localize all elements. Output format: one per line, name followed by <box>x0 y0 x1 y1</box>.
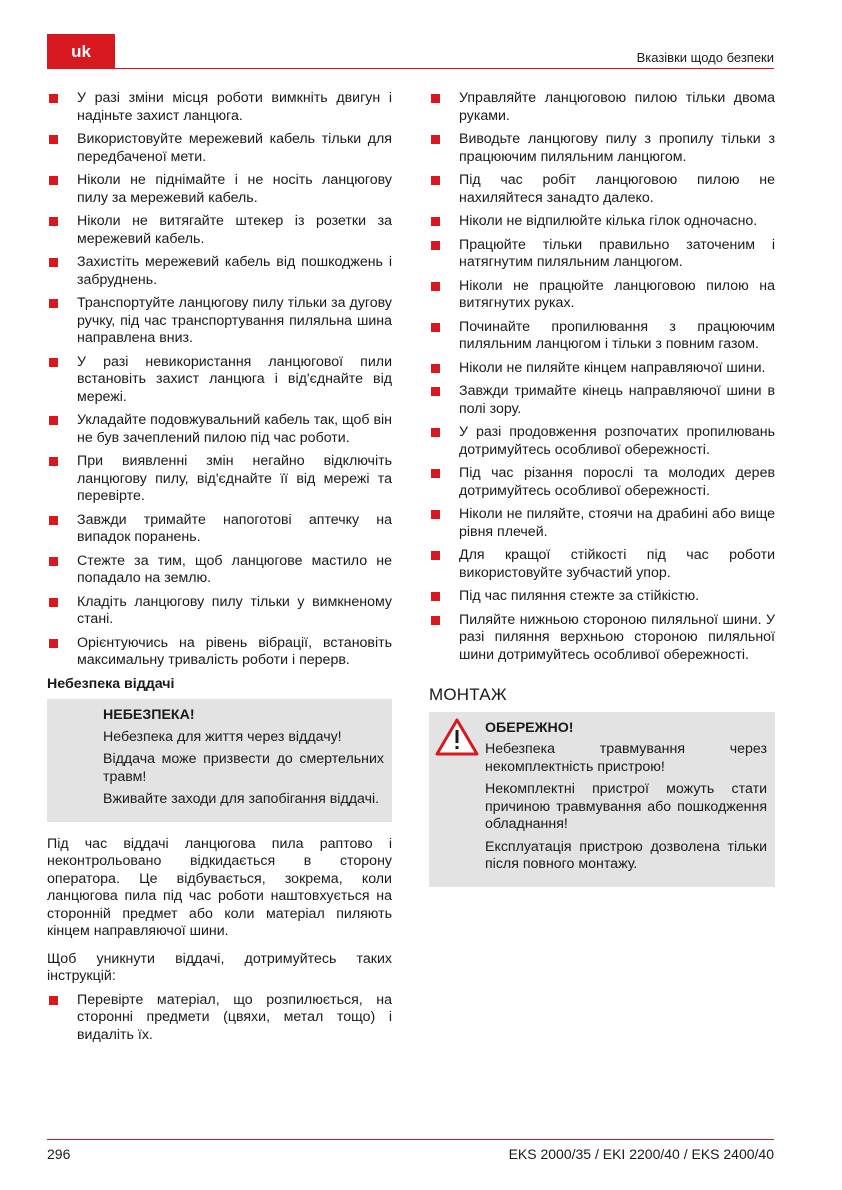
page-header-title: Вказівки щодо безпеки <box>636 50 774 65</box>
list-item: Укладайте подовжувальний кабель так, щоб він не був зачеплений пилою під час роботи. <box>47 412 392 447</box>
bullet-icon <box>49 135 58 144</box>
list-item: Ніколи не витягайте штекер із розетки за мережевий кабель. <box>47 213 392 248</box>
danger-line: Небезпека для життя через віддачу! <box>103 728 342 745</box>
bullet-icon <box>431 510 440 519</box>
list-item: Управляйте ланцюговою пилою тільки двома руками. <box>429 90 775 125</box>
list-item: Транспортуйте ланцюгову пилу тільки за дугову ручку, під час транспортування пиляльна шина направлена вниз. <box>47 295 392 348</box>
list-item: Ніколи не піднімайте і не носіть ланцюгову пилу за мережевий кабель. <box>47 172 392 207</box>
warning-triangle-icon <box>435 718 479 756</box>
footer-rule <box>47 1139 774 1140</box>
list-item: Під час робіт ланцюговою пилою не нахиляйтеся занадто далеко. <box>429 172 775 207</box>
bullet-icon <box>431 135 440 144</box>
assembly-section-title: МОНТАЖ <box>429 685 507 704</box>
bullet-icon <box>431 551 440 560</box>
list-item: Для кращої стійкості під час роботи використовуйте зубчастий упор. <box>429 547 775 582</box>
caution-line: Експлуатація пристрою дозволена тільки після повного монтажу. <box>485 838 767 872</box>
list-item: Орієнтуючись на рівень вібрації, встановіть максимальну тривалість роботи і перерв. <box>47 635 392 670</box>
bullet-icon <box>431 428 440 437</box>
bullet-icon <box>431 217 440 226</box>
bullet-icon <box>431 387 440 396</box>
caution-line: Небезпека травмування через некомплектність пристрою! <box>485 741 767 775</box>
list-item: Ніколи не працюйте ланцюговою пилою на витягнутих руках. <box>429 278 775 313</box>
bullet-icon <box>49 639 58 648</box>
list-item: При виявленні змін негайно відключіть ланцюгову пилу, від'єднайте її від мережі та перевірте. <box>47 453 392 506</box>
caution-line: Некомплектні пристрої можуть стати причиною травмування або пошкодження обладнання! <box>485 781 767 832</box>
safety-list-right <box>429 90 775 664</box>
list-item: Завжди тримайте напоготові аптечку на випадок поранень. <box>47 512 392 547</box>
list-item: Стежте за тим, щоб ланцюгове мастило не попадало на землю. <box>47 553 392 588</box>
bullet-icon <box>49 258 58 267</box>
kickback-description: Під час віддачі ланцюгова пила раптово і неконтрольовано відкидається в сторону оператора. Це відбувається, зокрема, коли ланцюгова пила під час роботи наштовхується на сторонній предмет або коли матеріал пиляють кінцем направляючої шини. <box>47 835 392 939</box>
bullet-icon <box>431 364 440 373</box>
left-column <box>47 90 392 1050</box>
kickback-heading: Небезпека віддачі <box>47 675 175 692</box>
list-item: Ніколи не пиляйте, стоячи на драбині або вище рівня плечей. <box>429 506 775 541</box>
bullet-icon <box>49 996 58 1005</box>
list-item: Ніколи не відпилюйте кілька гілок одночасно. <box>429 213 775 231</box>
bullet-icon <box>49 176 58 185</box>
danger-title: НЕБЕЗПЕКА! <box>103 707 195 723</box>
danger-line: Вживайте заходи для запобігання віддачі. <box>103 791 380 807</box>
bullet-icon <box>431 94 440 103</box>
bullet-icon <box>431 469 440 478</box>
caution-box <box>429 712 775 887</box>
caution-title: ОБЕРЕЖНО! <box>485 719 574 736</box>
bullet-icon <box>49 598 58 607</box>
list-item: У разі продовження розпочатих пропилювань дотримуйтесь особливої обережності. <box>429 424 775 459</box>
kickback-list <box>47 992 392 1045</box>
page-number: 296 <box>47 1146 71 1162</box>
list-item: Працюйте тільки правильно заточеним і натягнутим пиляльним ланцюгом. <box>429 237 775 272</box>
list-item: Під час пиляння стежте за стійкістю. <box>429 588 775 606</box>
bullet-icon <box>431 176 440 185</box>
list-item: Завжди тримайте кінець направляючої шини в полі зору. <box>429 383 775 418</box>
bullet-icon <box>49 358 58 367</box>
bullet-icon <box>49 457 58 466</box>
language-badge: uk <box>47 34 115 69</box>
list-item: Ніколи не пиляйте кінцем направляючої шини. <box>429 360 775 378</box>
right-column <box>429 90 775 901</box>
danger-box <box>47 699 392 822</box>
bullet-icon <box>49 217 58 226</box>
bullet-icon <box>49 416 58 425</box>
list-item: У разі невикористання ланцюгової пили встановіть захист ланцюга і від'єднайте від мережі. <box>47 354 392 407</box>
bullet-icon <box>49 516 58 525</box>
bullet-icon <box>49 299 58 308</box>
bullet-icon <box>49 557 58 566</box>
list-item: У разі зміни місця роботи вимкніть двигун і надіньте захист ланцюга. <box>47 90 392 125</box>
list-item: Під час різання порослі та молодих дерев дотримуйтесь особливої обережності. <box>429 465 775 500</box>
bullet-icon <box>431 592 440 601</box>
list-item: Використовуйте мережевий кабель тільки для передбаченої мети. <box>47 131 392 166</box>
bullet-icon <box>431 323 440 332</box>
bullet-icon <box>431 616 440 625</box>
list-item: Виводьте ланцюгову пилу з пропилу тільки з працюючим пиляльним ланцюгом. <box>429 131 775 166</box>
list-item: Захистіть мережевий кабель від пошкоджень і забруднень. <box>47 254 392 289</box>
bullet-icon <box>49 94 58 103</box>
bullet-icon <box>431 282 440 291</box>
list-item: Перевірте матеріал, що розпилюється, на сторонні предмети (цвяхи, метал тощо) і видаліть їх. <box>47 992 392 1045</box>
model-names: EKS 2000/35 / EKI 2200/40 / EKS 2400/40 <box>508 1146 774 1162</box>
header-rule <box>115 68 774 69</box>
danger-line: Віддача може призвести до смертельних травм! <box>103 751 384 785</box>
list-item: Кладіть ланцюгову пилу тільки у вимкненому стані. <box>47 594 392 629</box>
list-item: Починайте пропилювання з працюючим пиляльним ланцюгом і тільки з повним газом. <box>429 319 775 354</box>
kickback-instructions-intro: Щоб уникнути віддачі, дотримуйтесь таких інструкцій: <box>47 950 392 984</box>
safety-list-left <box>47 90 392 670</box>
bullet-icon <box>431 241 440 250</box>
list-item: Пиляйте нижньою стороною пиляльної шини. У разі пиляння верхньою стороною пиляльної шини дотримуйтесь особливої обережності. <box>429 612 775 665</box>
